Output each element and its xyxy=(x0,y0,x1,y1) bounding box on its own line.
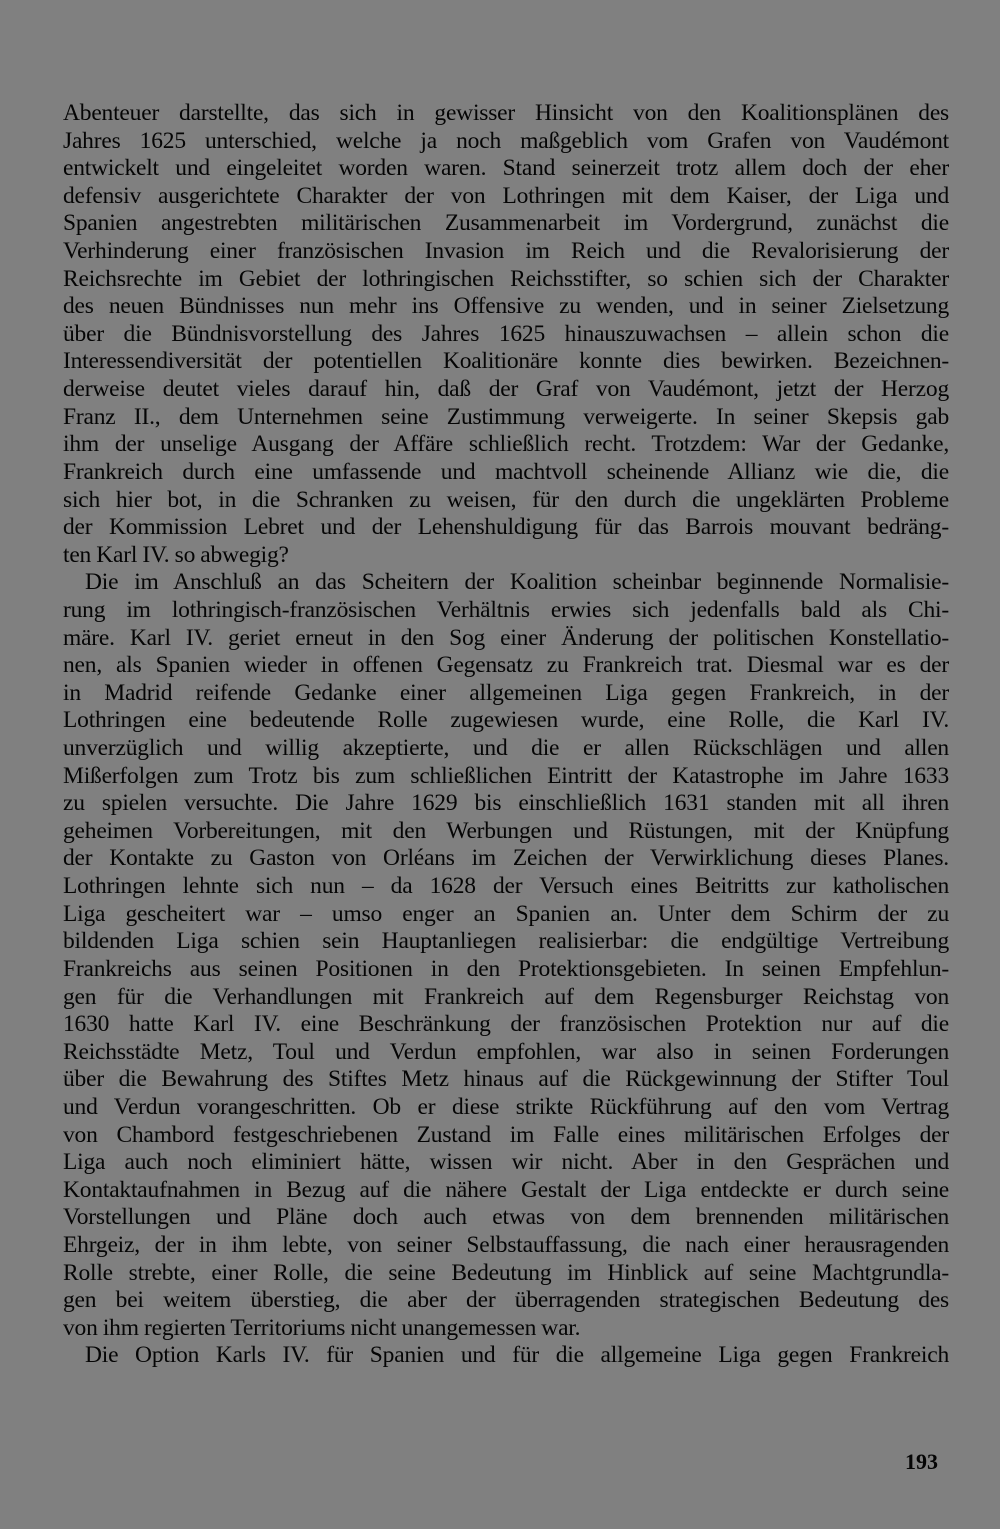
text-line: Rolle strebte, einer Rolle, die seine Bedeutung im Hinblick auf seine Machtgrundla- xyxy=(63,1259,949,1286)
text-line: Lothringen eine bedeutende Rolle zugewiesen wurde, eine Rolle, die Karl IV. xyxy=(63,707,949,734)
text-line: Reichsrechte im Gebiet der lothringischen Reichsstifter, so schien sich der Charakter xyxy=(63,265,949,292)
text-line: Abenteuer darstellte, das sich in gewisser Hinsicht von den Koalitionsplänen des xyxy=(63,100,949,126)
text-line: von Chambord festgeschriebenen Zustand im Falle eines militärischen Erfolges der xyxy=(63,1121,949,1148)
text-line: entwickelt und eingeleitet worden waren. Stand seinerzeit trotz allem doch der eher xyxy=(63,155,949,182)
text-line: Vorstellungen und Pläne doch auch etwas von dem brennenden militärischen xyxy=(63,1204,949,1231)
text-line: zu spielen versuchte. Die Jahre 1629 bis einschließlich 1631 standen mit all ihren xyxy=(63,790,949,817)
text-line: derweise deutet vieles darauf hin, daß der Graf von Vaudémont, jetzt der Herzog xyxy=(63,376,949,403)
text-line: märe. Karl IV. geriet erneut in den Sog einer Änderung der politischen Konstellatio- xyxy=(63,624,949,651)
text-line: Liga auch noch eliminiert hätte, wissen wir nicht. Aber in den Gesprächen und xyxy=(63,1149,949,1176)
text-line: ten Karl IV. so abwegig? xyxy=(63,541,289,568)
text-line: über die Bewahrung des Stiftes Metz hinaus auf die Rückgewinnung der Stifter Toul xyxy=(63,1066,949,1093)
text-line: der Kontakte zu Gaston von Orléans im Zeichen der Verwirklichung dieses Planes. xyxy=(63,845,949,872)
text-line: Verhinderung einer französischen Invasion im Reich und die Revalorisierung der xyxy=(63,238,949,265)
text-line: defensiv ausgerichtete Charakter der von Lothringen mit dem Kaiser, der Liga und xyxy=(63,182,949,209)
text-line: Ehrgeiz, der in ihm lebte, von seiner Selbstauffassung, die nach einer herausragenden xyxy=(63,1231,949,1258)
page-number: 193 xyxy=(905,1449,938,1474)
text-line: gen bei weitem überstieg, die aber der überragenden strategischen Bedeutung des xyxy=(63,1287,949,1314)
text-line: des neuen Bündnisses nun mehr ins Offensive zu wenden, und in seiner Zielsetzung xyxy=(63,293,949,320)
text-line: Spanien angestrebten militärischen Zusammenarbeit im Vordergrund, zunächst die xyxy=(63,210,949,237)
text-line: unverzüglich und willig akzeptierte, und die er allen Rückschlägen und allen xyxy=(63,735,949,762)
text-line: Mißerfolgen zum Trotz bis zum schließlichen Eintritt der Katastrophe im Jahre 1633 xyxy=(63,762,949,789)
text-line: sich hier bot, in die Schranken zu weisen, für den durch die ungeklärten Probleme xyxy=(63,486,949,513)
text-line: Die Option Karls IV. für Spanien und für die allgemeine Liga gegen Frankreich xyxy=(85,1342,949,1369)
text-line: rung im lothringisch-französischen Verhältnis erwies sich jedenfalls bald als Chi- xyxy=(63,596,949,623)
text-line: ihm der unselige Ausgang der Affäre schließlich recht. Trotzdem: War der Gedanke, xyxy=(63,431,949,458)
text-line: geheimen Vorbereitungen, mit den Werbungen und Rüstungen, mit der Knüpfung xyxy=(63,817,949,844)
text-line: Interessendiversität der potentiellen Koalitionäre konnte dies bewirken. Bezeichnen- xyxy=(63,348,949,375)
text-line: bildenden Liga schien sein Hauptanliegen realisierbar: die endgültige Vertreibung xyxy=(63,928,949,955)
text-line: Frankreich durch eine umfassende und machtvoll scheinende Allianz wie die, die xyxy=(63,458,949,485)
text-line: Die im Anschluß an das Scheitern der Koalition scheinbar beginnende Normalisie- xyxy=(85,569,949,596)
text-line: Liga gescheitert war – umso enger an Spanien an. Unter dem Schirm der zu xyxy=(63,900,949,927)
text-line: in Madrid reifende Gedanke einer allgemeinen Liga gegen Frankreich, in der xyxy=(63,679,949,706)
text-line: der Kommission Lebret und der Lehenshuldigung für das Barrois mouvant bedräng- xyxy=(63,514,949,541)
text-line: Franz II., dem Unternehmen seine Zustimmung verweigerte. In seiner Skepsis gab xyxy=(63,403,949,430)
text-line: Jahres 1625 unterschied, welche ja noch maßgeblich vom Grafen von Vaudémont xyxy=(63,127,949,154)
text-line: über die Bündnisvorstellung des Jahres 1625 hinauszuwachsen – allein schon die xyxy=(63,320,949,347)
text-line: Lothringen lehnte sich nun – da 1628 der Versuch eines Beitritts zur katholischen xyxy=(63,873,949,900)
text-line: von ihm regierten Territoriums nicht unangemessen war. xyxy=(63,1314,581,1341)
page-body xyxy=(63,100,949,1370)
text-line: nen, als Spanien wieder in offenen Gegensatz zu Frankreich trat. Diesmal war es der xyxy=(63,652,949,679)
text-line: und Verdun vorangeschritten. Ob er diese strikte Rückführung auf den vom Vertrag xyxy=(63,1093,949,1120)
text-line: Frankreichs aus seinen Positionen in den Protektionsgebieten. In seinen Empfehlun- xyxy=(63,955,949,982)
text-line: Kontaktaufnahmen in Bezug auf die nähere Gestalt der Liga entdeckte er durch seine xyxy=(63,1176,949,1203)
text-line: gen für die Verhandlungen mit Frankreich auf dem Regensburger Reichstag von xyxy=(63,983,949,1010)
text-line: 1630 hatte Karl IV. eine Beschränkung der französischen Protektion nur auf die xyxy=(63,1011,949,1038)
text-line: Reichsstädte Metz, Toul und Verdun empfohlen, war also in seinen Forderungen xyxy=(63,1038,949,1065)
